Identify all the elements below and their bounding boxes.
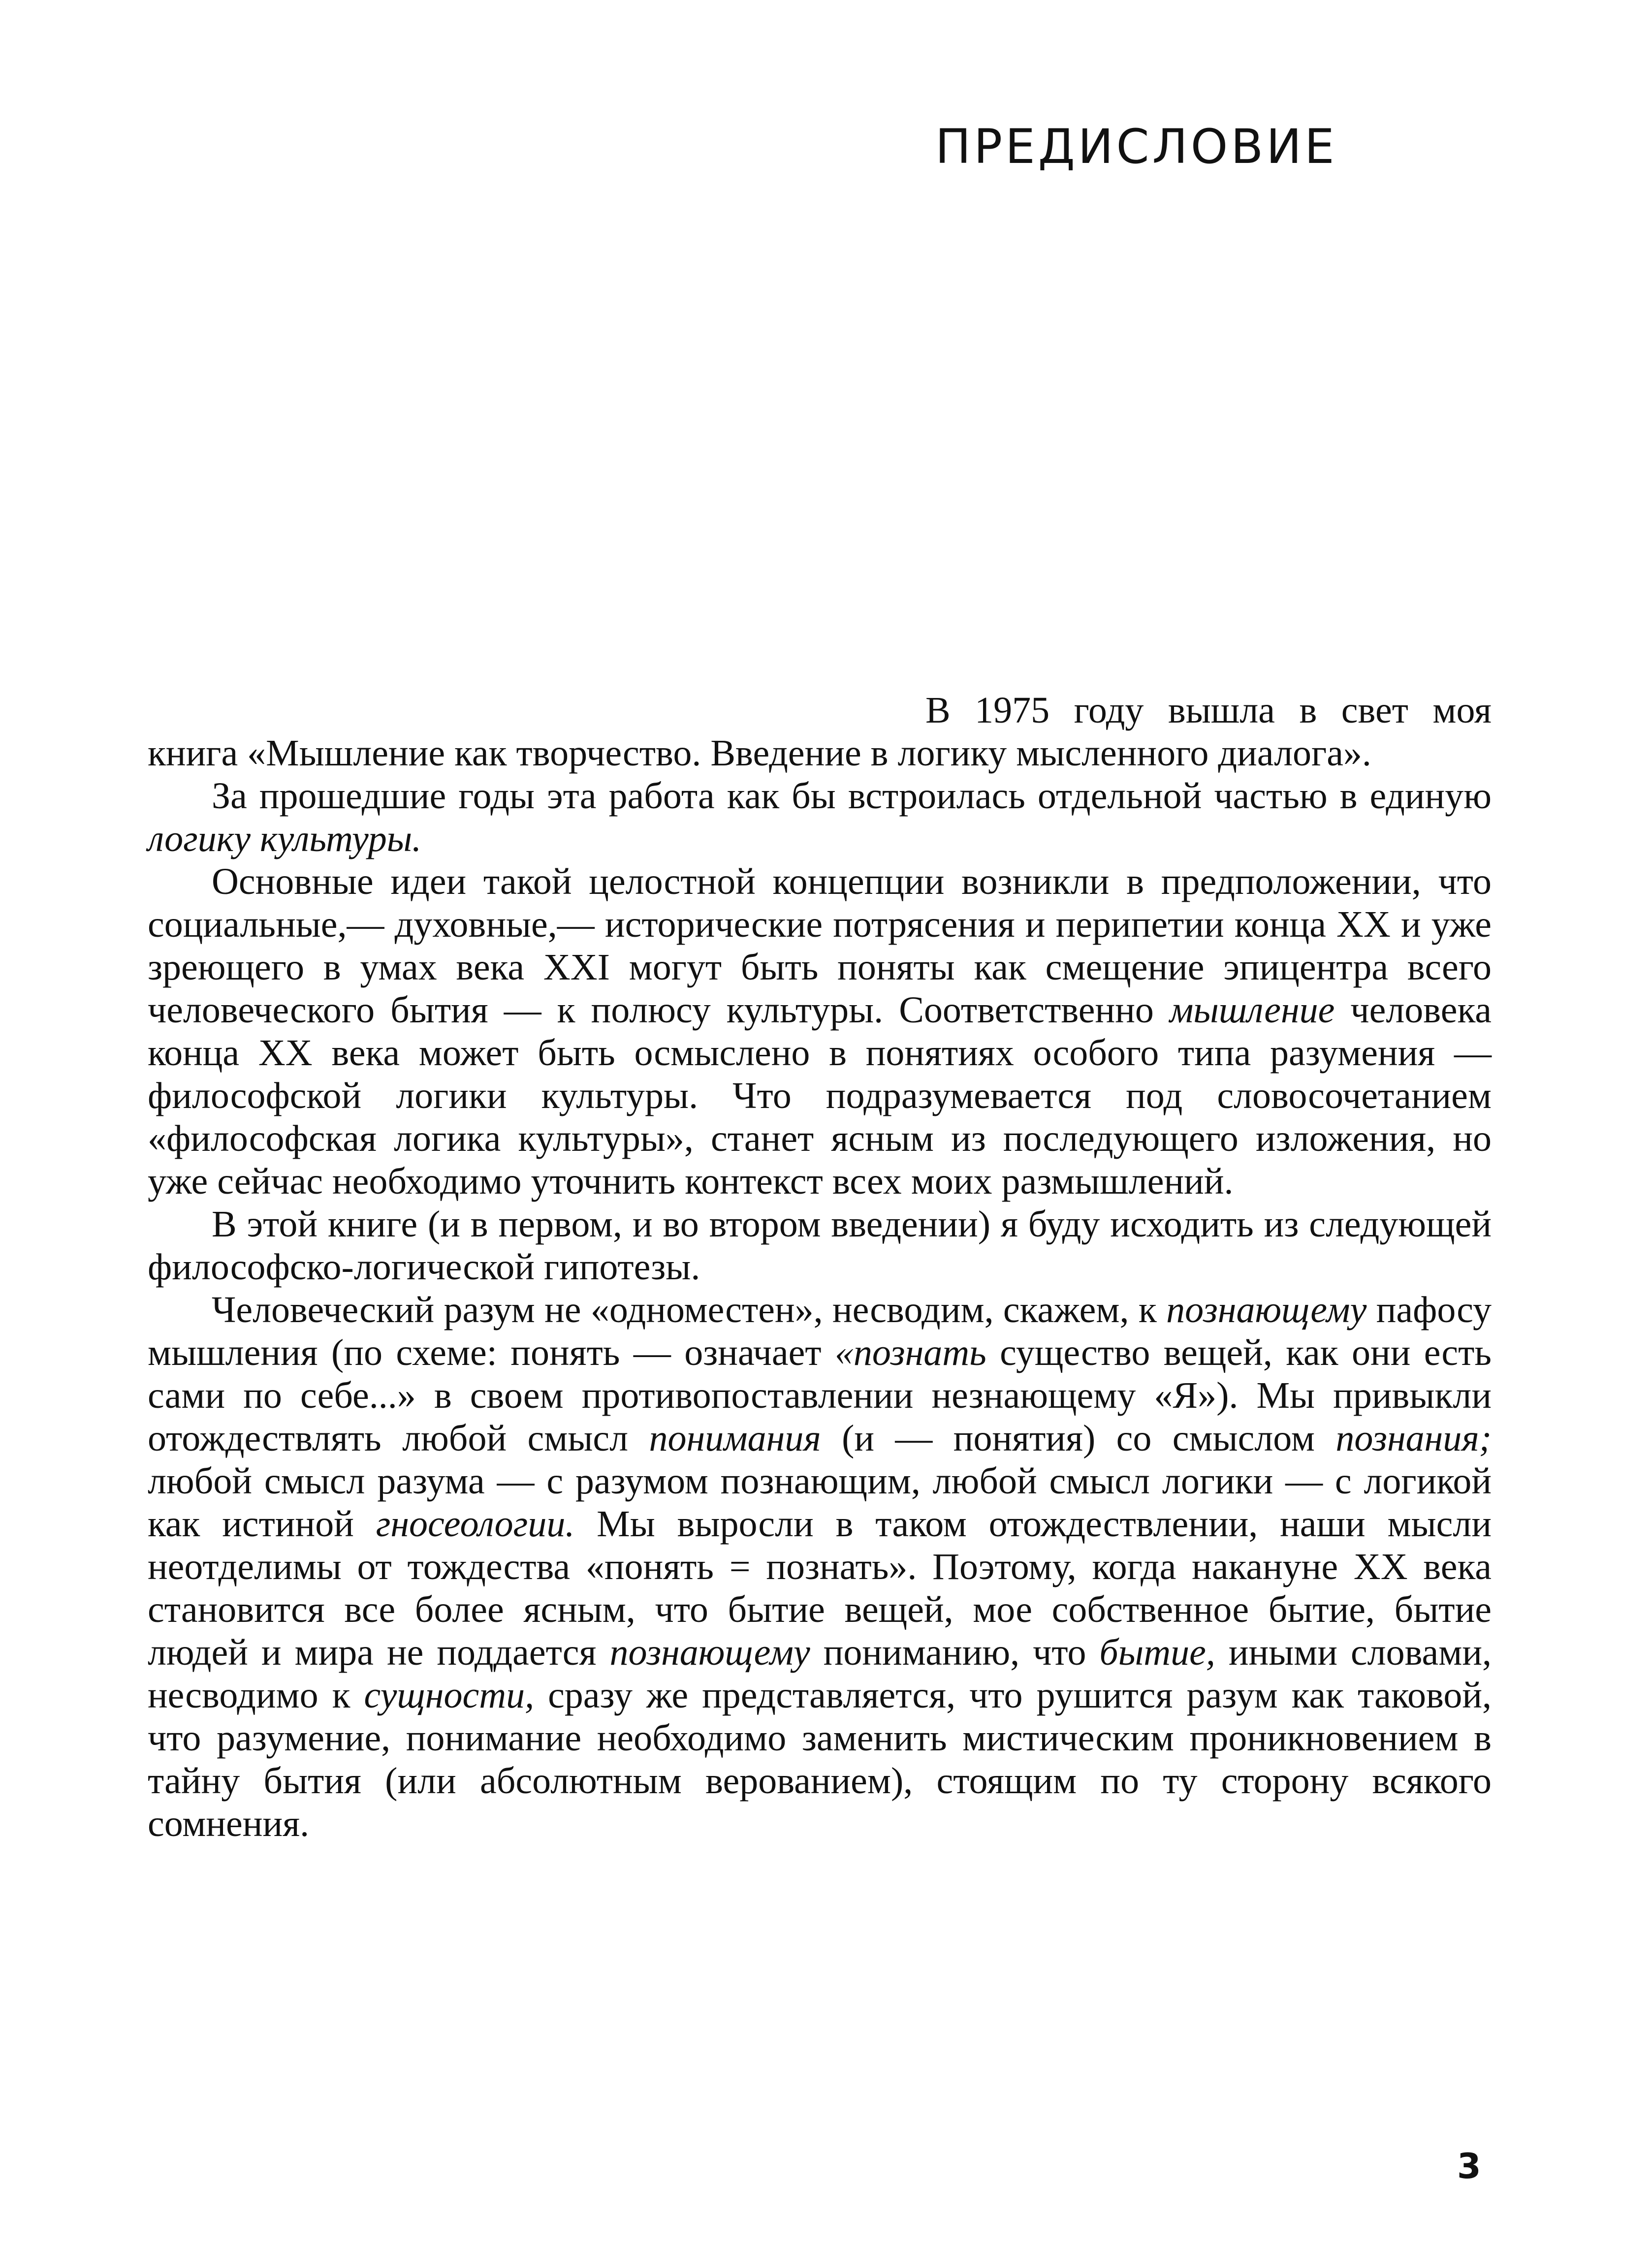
paragraph-1: В 1975 году вышла в свет моя книга «Мышление как творчество. Введение в логику мысленного диалога». <box>148 690 1492 774</box>
italic-phrase: гносеологии. <box>376 1503 575 1545</box>
italic-phrase: сущности, <box>364 1675 535 1716</box>
page-number: 3 <box>1457 2146 1481 2186</box>
italic-phrase: бытие, <box>1099 1632 1215 1673</box>
italic-phrase: познающему <box>609 1632 810 1673</box>
italic-phrase: познающему <box>1166 1289 1367 1330</box>
italic-phrase: понимания <box>649 1418 821 1459</box>
italic-phrase: «познать <box>834 1332 986 1373</box>
body-text <box>148 689 1492 1845</box>
italic-phrase: познания; <box>1335 1418 1492 1459</box>
italic-phrase: мышление <box>1169 989 1335 1031</box>
paragraph-5: Человеческий разум не «одноместен», несводим, скажем, к познающему пафосу мышления (по схеме: понять — означает «познать существо вещей, как они есть сами по себе...» в своем противопоставлении незнающему «Я»). Мы привыкли отождествлять любой смысл понимания (и — понятия) со смыслом познания; любой смысл разума — с разумом познающим, любой смысл логики — с логикой как истиной гносеологии. Мы выросли в таком отождествлении, наши мысли неотделимы от тождества «понять = познать». Поэтому, когда накануне XX века становится все более ясным, что бытие вещей, мое собственное бытие, бытие людей и мира не поддается познающему пониманию, что бытие, иными словами, несводимо к сущности, сразу же представляется, что рушится разум как таковой, что разумение, понимание необходимо заменить мистическим проникновением в тайну бытия (или абсолютным верованием), стоящим по ту сторону всякого сомнения. <box>148 1289 1492 1844</box>
paragraph-2: За прошедшие годы эта работа как бы встроилась отдельной частью в единую логику культуры. <box>148 775 1492 859</box>
paragraph-3: Основные идеи такой целостной концепции возникли в предположении, что социальные,— духовные,— исторические потрясения и перипетии конца XX и уже зреющего в умах века XXI могут быть поняты как смещение эпицентра всего человеческого бытия — к полюсу культуры. Соответственно мышление человека конца XX века может быть осмыслено в понятиях особого типа разумения — философской логики культуры. Что подразумевается под словосочетанием «философская логика культуры», станет ясным из последующего изложения, но уже сейчас необходимо уточнить контекст всех моих размышлений. <box>148 861 1492 1202</box>
italic-phrase: логику культуры. <box>148 818 422 859</box>
paragraph-4: В этой книге (и в первом, и во втором введении) я буду исходить из следующей философско-логической гипотезы. <box>148 1203 1492 1288</box>
page-title: ПРЕДИСЛОВИЕ <box>935 119 1337 174</box>
